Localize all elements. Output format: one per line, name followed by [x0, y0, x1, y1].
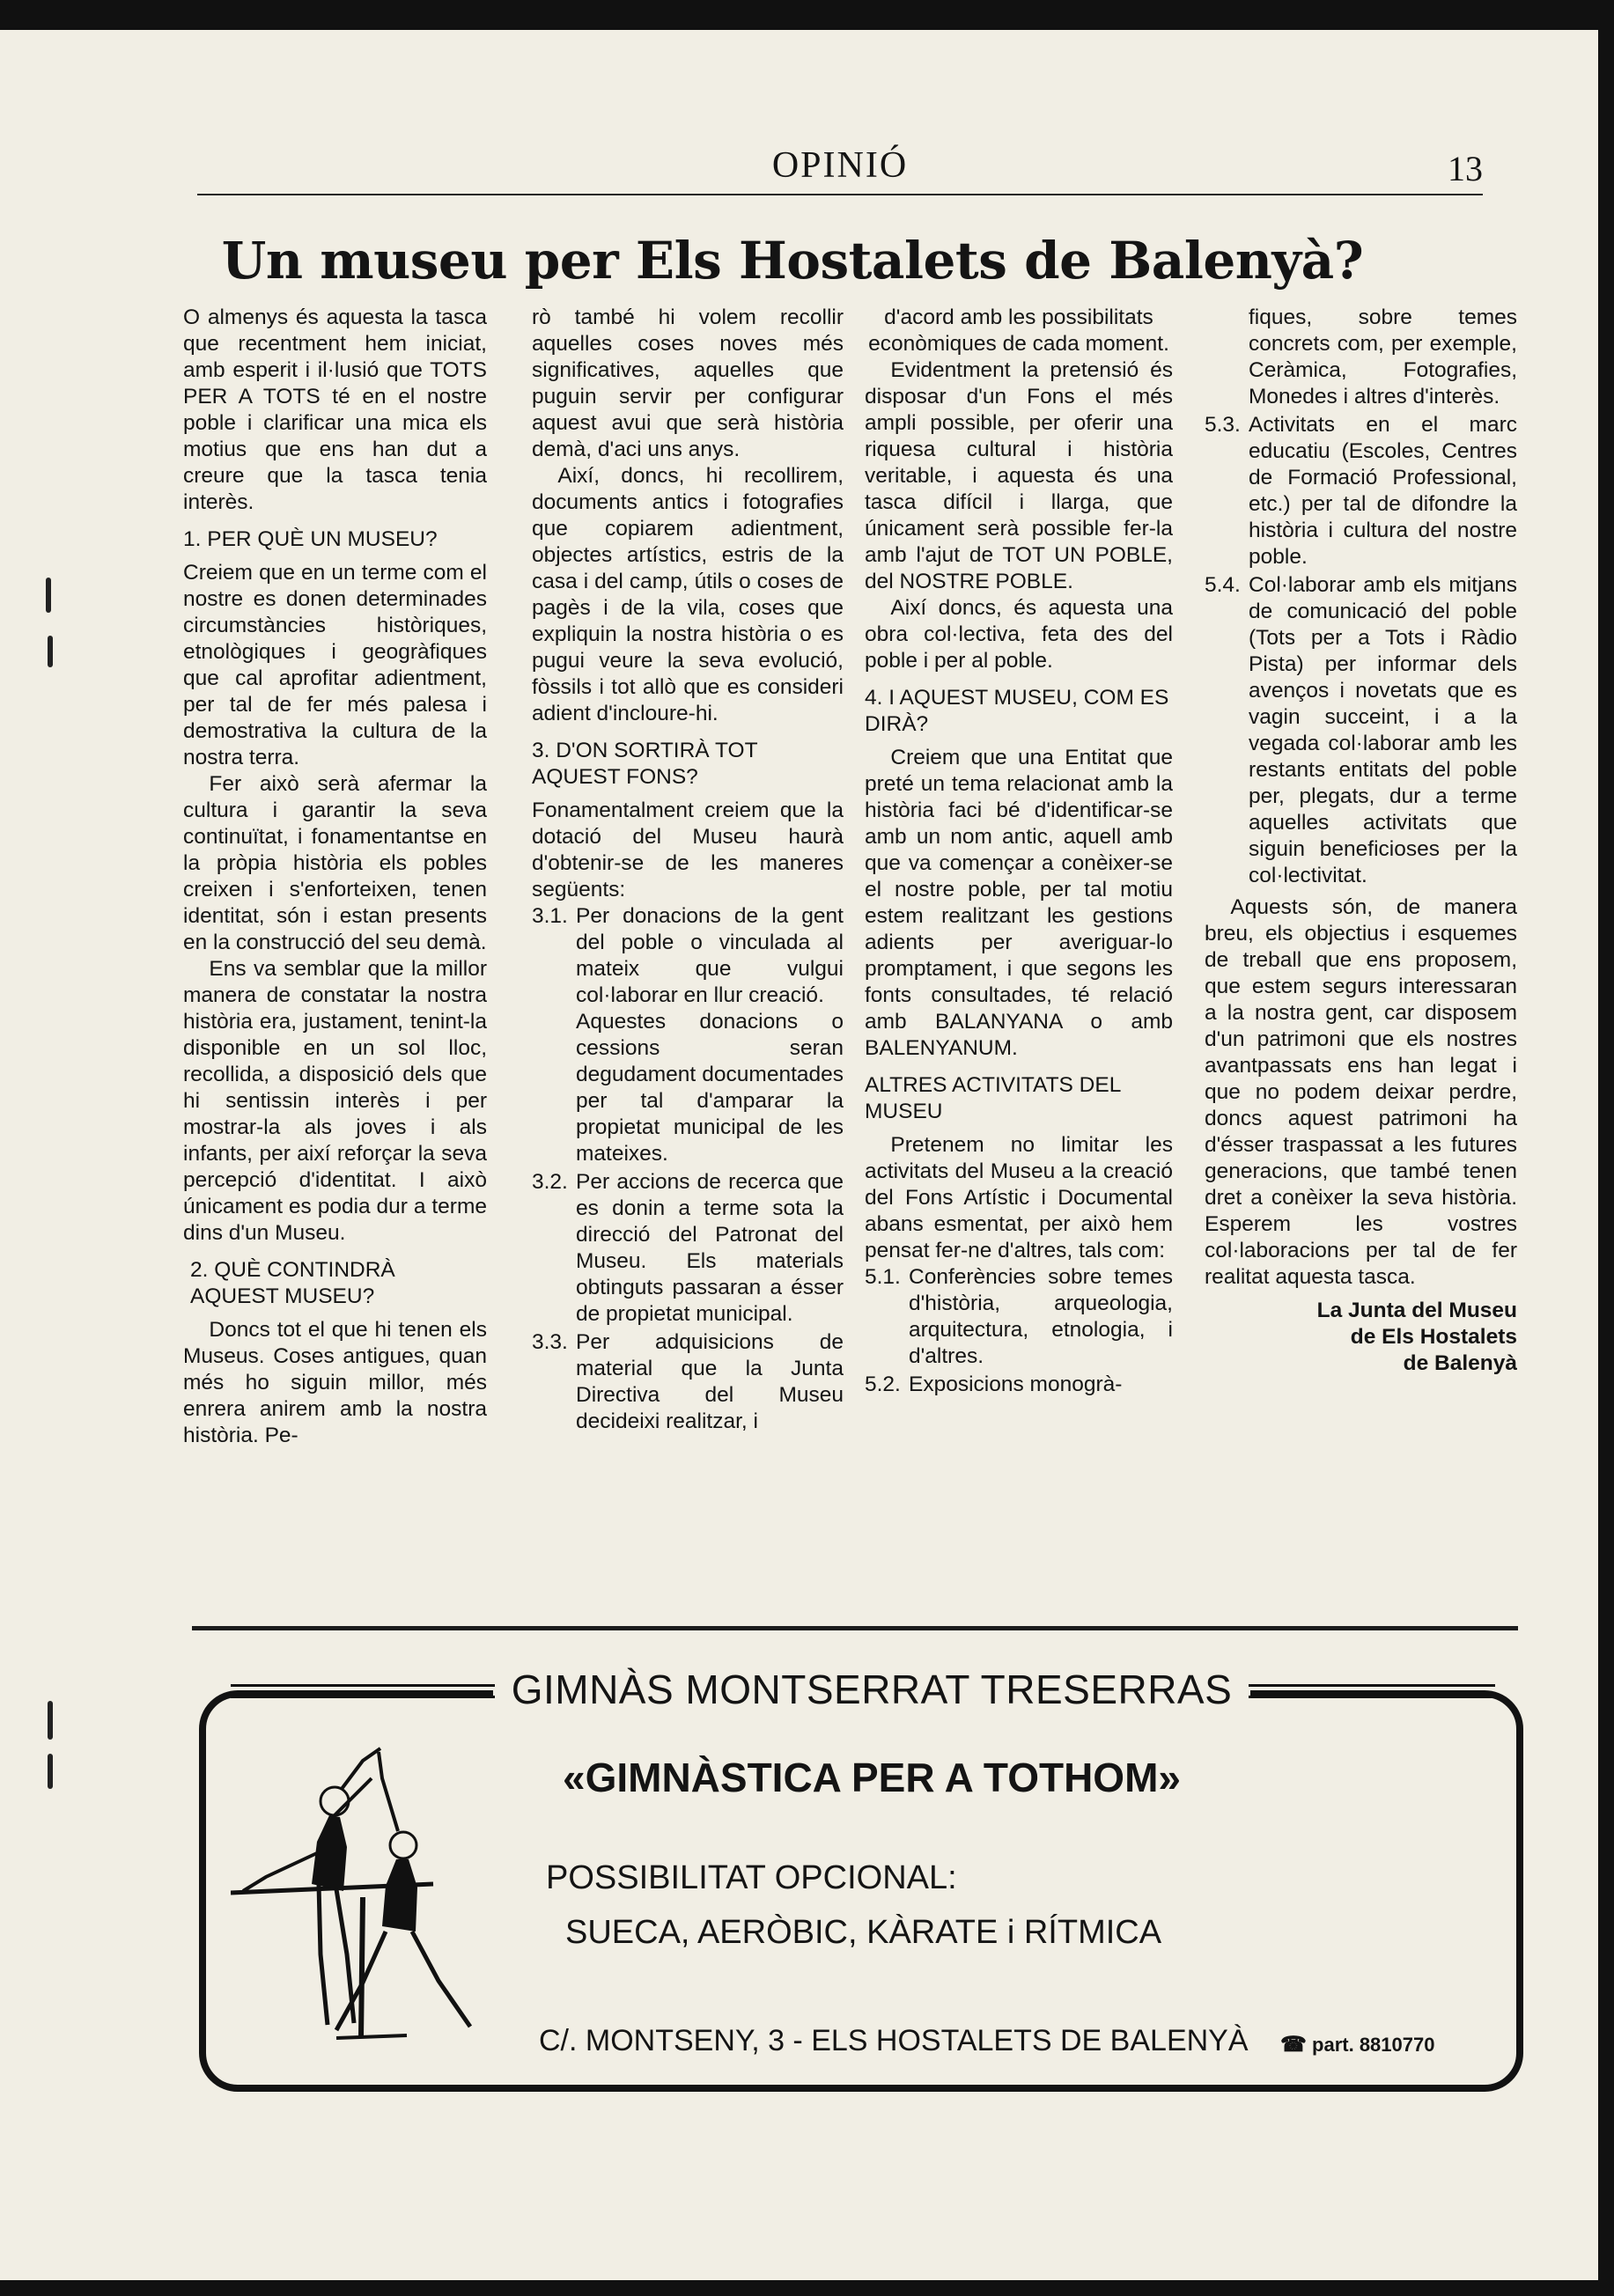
- paragraph: Evidentment la pretensió és disposar d'un Fons el més ampli possible, per oferir una riquesa cultural i història veritable, i aquesta és una tasca difícil i llarga, que únicament serà possible fer-la amb l'ajut de TOT UN POBLE, del NOSTRE POBLE.: [865, 358, 1173, 593]
- list-text: Conferències sobre temes d'història, arqueologia, arquitectura, etnologia, i d'altres.: [909, 1265, 1173, 1368]
- article-column-1: [183, 305, 487, 1599]
- paragraph: Així, doncs, hi recollirem, documents antics i fotografies que copiarem adientment, objectes artístics, estris de la casa i del camp, útils o coses de pagès i de la vila, coses que expliquin la nostra història o es pugui veure la seva evolució, fòssils i tot allò que es consideri adient d'incloure-hi.: [532, 464, 844, 725]
- list-number: 3.2.: [532, 1170, 568, 1194]
- paragraph: Ens va semblar que la millor manera de constatar la nostra història era, justament, tenint-la disponible en un sol lloc, recollida, a disposició dels que hi sentissin interès i per mostrar-la als joves i als infants, per així reforçar la seva percepció d'identitat. I això únicament es podia dur a terme dins d'un Museu.: [183, 957, 487, 1245]
- paragraph: Creiem que en un terme com el nostre es donen determinades circumstàncies històriques, etnològiques i geogràfiques que cal aprofitar adientment, per tal de fer més palesa i demostrativa la cultura de la nostra terra.: [183, 561, 487, 769]
- list-number: 5.3.: [1205, 413, 1241, 437]
- list-item: [532, 903, 844, 1167]
- list-text: Exposicions monogrà-: [909, 1372, 1123, 1396]
- list-number: 3.3.: [532, 1330, 568, 1354]
- telephone-icon: ☎: [1280, 2033, 1307, 2057]
- list-item: [1205, 572, 1517, 889]
- section-heading: 1. PER QUÈ UN MUSEU?: [183, 527, 438, 551]
- article-signature: La Junta del Museu de Els Hostalets de Balenyà: [1316, 1299, 1517, 1375]
- ad-options: SUECA, AERÒBIC, KÀRATE i RÍTMICA: [565, 1914, 1162, 1951]
- paragraph: rò també hi volem recollir aquelles coses noves més significatives, aquelles que puguin servir per configurar aquest avui que serà història demà, d'aci uns anys.: [532, 305, 844, 461]
- section-heading: 3. D'ON SORTIRÀ TOT AQUEST FONS?: [532, 739, 758, 789]
- paragraph: Creiem que una Entitat que preté un tema relacionat amb la història faci bé d'identificar-se amb un nom antic, aquell amb que va començar a conèixer-se el nostre poble, per tal motiu estem realitzant les gestions adients per averiguar-lo promptament, i que segons les fonts consultades, té relació amb BALANYANA o amb BALENYANUM.: [865, 746, 1173, 1060]
- list-number: 5.2.: [865, 1372, 901, 1396]
- paragraph: O almenys és aquesta la tasca que recentment hem iniciat, amb esperit i il·lusió que TOTS PER A TOTS té en el nostre poble i clarificar una mica els motius que ens han dut a creure que la tasca tenia interès.: [183, 305, 487, 514]
- list-text: Col·laborar amb els mitjans de comunicació del poble (Tots per a Tots i Ràdio Pista) per informar dels avenços i novetats que es vagin succeint, i a la vegada col·laborar amb les restants entitats del poble per, plegats, dur a terme aquelles activitats que siguin beneficioses per la col·lectivitat.: [1249, 573, 1517, 887]
- list-item-continued: [1205, 305, 1517, 410]
- list-item: [1205, 412, 1517, 570]
- binding-mark: [48, 1701, 53, 1740]
- list-number: 5.1.: [865, 1265, 901, 1289]
- paragraph: Doncs tot el que hi tenen els Museus. Coses antigues, quan més ho siguin millor, més enrera anirem amb la nostra història. Pe-: [183, 1318, 487, 1447]
- ad-title-line: [231, 1684, 495, 1698]
- dancers-illustration: [231, 1743, 512, 2047]
- paragraph: Aquests són, de manera breu, els objectius i esquemes de treball que ens proposem, que estem segurs interessaran a la nostra gent, car disposem d'un patrimoni que els nostres avantpassats ens han legat i que no podem deixar perdre, doncs aquest patrimoni ha d'ésser traspassat a les futures generacions, que també tenen dret a conèixer la seva història. Esperem les vostres col·laboracions per tal de fer realitat aquesta tasca.: [1205, 895, 1517, 1289]
- article-column-2: [532, 305, 844, 1599]
- section-name: OPINIÓ: [771, 145, 909, 186]
- binding-mark: [48, 1754, 53, 1789]
- paragraph: Fonamentalment creiem que la dotació del Museu haurà d'obtenir-se de les maneres següents:: [532, 798, 844, 901]
- list-item: [532, 1329, 844, 1435]
- section-heading: ALTRES ACTIVITATS DEL MUSEU: [865, 1073, 1121, 1123]
- list-item: [865, 1372, 1173, 1398]
- paragraph: Fer això serà afermar la cultura i garantir la seva continuïtat, i fonamentantse en la pròpia història els pobles creixen i s'enforteixen, tenen identitat, són i estan presents en la construcció del seu demà.: [183, 772, 487, 954]
- list-text: Per donacions de la gent del poble o vinculada al mateix que vulgui col·laborar en llur creació.: [576, 904, 844, 1007]
- section-heading: 2. QUÈ CONTINDRÀ AQUEST MUSEU?: [190, 1258, 395, 1308]
- paragraph: d'acord amb les possibilitats econòmiques de cada moment.: [868, 305, 1169, 356]
- section-heading: 4. I AQUEST MUSEU, COM ES DIRÀ?: [865, 686, 1169, 736]
- page-header: [197, 118, 1483, 195]
- paragraph: Pretenem no limitar les activitats del Museu a la creació del Fons Artístic i Documental abans esmentat, per això hem pensat fer-ne d'altres, tals com:: [865, 1133, 1173, 1262]
- list-text: Activitats en el marc educatiu (Escoles, Centres de Formació Professional, etc.) per tal de difondre la història i cultura del nostre poble.: [1249, 413, 1517, 569]
- list-item: [865, 1264, 1173, 1370]
- binding-mark: [48, 636, 53, 667]
- ad-title-line: [1249, 1684, 1495, 1698]
- binding-mark: [46, 578, 51, 613]
- list-item: [532, 1169, 844, 1328]
- list-text: Per accions de recerca que es donin a terme sota la direcció del Patronat del Museu. Els materials obtinguts passaran a ésser de propietat municipal.: [576, 1170, 844, 1326]
- list-text: Aquestes donacions o cessions seran degudament documentades per tal d'amparar la propietat municipal de les mateixes.: [576, 1010, 844, 1166]
- list-text: Per adquisicions de material que la Junta Directiva del Museu decideixi realitzar, i: [576, 1330, 844, 1433]
- article-title: Un museu per Els Hostalets de Balenyà?: [221, 231, 1364, 291]
- ad-address: C/. MONTSENY, 3 - ELS HOSTALETS DE BALENYÀ: [539, 2024, 1249, 2057]
- list-number: 5.4.: [1205, 573, 1241, 597]
- article-column-3: [865, 305, 1173, 1599]
- phone-number: part. 8810770: [1312, 2034, 1435, 2056]
- ad-slogan: «GIMNÀSTICA PER A TOTHOM»: [563, 1755, 1181, 1800]
- list-text: fiques, sobre temes concrets com, per exemple, Ceràmica, Fotografies, Monedes i altres d'interès.: [1249, 305, 1517, 408]
- ad-phone: [1280, 2032, 1434, 2057]
- section-divider: [192, 1626, 1518, 1630]
- ad-title: GIMNÀS MONTSERRAT TRESERRAS: [511, 1667, 1233, 1712]
- paragraph: Així doncs, és aquesta una obra col·lectiva, feta des del poble i per al poble.: [865, 596, 1173, 673]
- page-number: 13: [1448, 149, 1483, 188]
- list-number: 3.1.: [532, 904, 568, 928]
- article-column-4: [1205, 305, 1517, 1599]
- ad-options-label: POSSIBILITAT OPCIONAL:: [546, 1859, 957, 1896]
